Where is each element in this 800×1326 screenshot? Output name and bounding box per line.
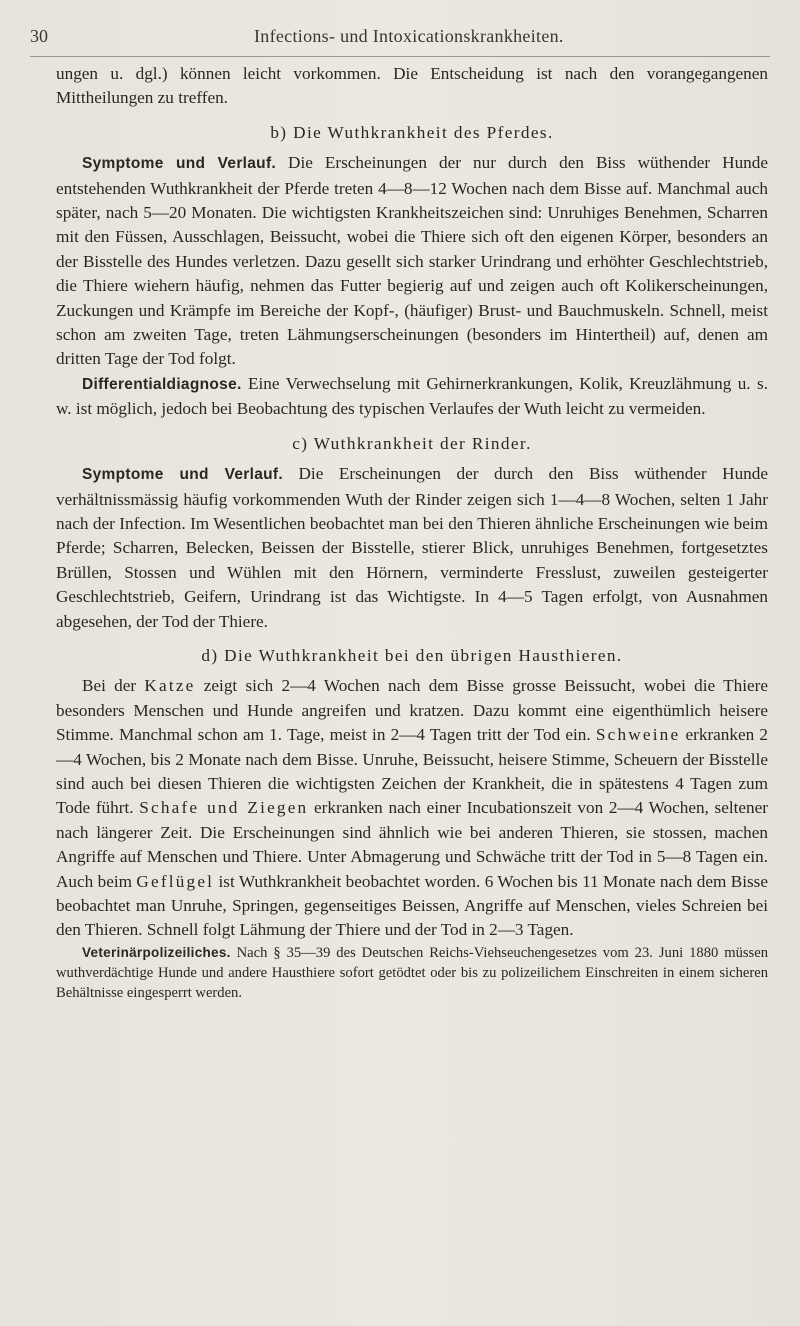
section-heading-hausthiere: d) Die Wuthkrankheit bei den übrigen Hausthieren.	[201, 645, 623, 665]
paragraph-text: erkranken 2—4 Wochen, bis 2 Monate nach dem Bisse. Unruhe, Beissucht, heisere Stimme, Scheuern der Bisstelle sind auch bei diesen Thieren die wichtigsten Zeichen der Krankheit, die in spätestens 4 Tagen zum Tode führt.	[56, 725, 769, 818]
paragraph-text: ist Wuthkrankheit beobachtet worden. 6 Wochen bis 11 Monate nach dem Bisse beobachtet man Unruhe, Springen, gegenseitiges Beissen, Angriffe auf Menschen, vieles Schreien bei den Thieren. Schnell folgt Lähmung der Thiere und der Tod in 2—3 Tagen.	[56, 871, 768, 940]
spaced-term-katze: Katze	[144, 676, 196, 696]
paragraph-pferd-symptome	[56, 151, 768, 372]
paragraph-text: erkranken nach einer Incubationszeit von 2—4 Wochen, seltener nach längerer Zeit. Die Erscheinungen sind ähnlich wie bei anderen Thieren, sie stossen, machen Angriffe auf Menschen und Thiere. Unter Abmagerung und Schwäche tritt der Tod in 5—8 Tagen ein. Auch beim	[56, 798, 768, 891]
paragraph-text: Nach § 35—39 des Deutschen Reichs-Viehseuchengesetzes vom 23. Juni 1880 müssen wuthverdächtige Hunde und andere Hausthiere sofort getödtet oder bis zu polizeilichem Einschreiten in einem sicheren Behältnisse eingesperrt werden.	[56, 944, 768, 1001]
paragraph-rinder-symptome	[56, 462, 768, 634]
spaced-term-schafe-ziegen: Schafe und Ziegen	[139, 798, 309, 818]
paragraph-text: Bei der	[82, 676, 145, 696]
paragraph-pferd-differentialdiagnose	[56, 372, 768, 422]
section-heading-rinder: c) Wuthkrankheit der Rinder.	[292, 433, 532, 453]
page-header	[30, 26, 770, 48]
paragraph-text: zeigt sich 2—4 Wochen nach dem Bisse grosse Beissucht, wobei die Thiere besonders Menschen und Hunde angreifen und kratzen. Dazu kommt eine eigenthümlich heisere Stimme. Manchmal schon am 1. Tage, meist in 2—4 Tagen tritt der Tod ein.	[56, 676, 768, 745]
spaced-term-gefluegel: Geflügel	[136, 871, 215, 891]
run-in-heading: Symptome und Verlauf.	[82, 466, 283, 484]
run-in-heading: Differentialdiagnose.	[82, 375, 242, 393]
body-text	[56, 62, 768, 1003]
paragraph-hausthiere	[56, 674, 768, 942]
page-number: 30	[30, 26, 48, 46]
running-title: Infections- und Intoxicationskrankheiten.	[254, 26, 564, 46]
section-heading-pferd: b) Die Wuthkrankheit des Pferdes.	[270, 122, 554, 142]
paragraph-text: Die Erscheinungen der nur durch den Biss wüthender Hunde entstehenden Wuthkrankheit der Pferde treten 4—8—12 Wochen nach dem Bisse auf. Manchmal auch später, nach 5—20 Monaten. Die wichtigsten Krankheitszeichen sind: Unruhiges Benehmen, Scharren mit den Füssen, Ausschlagen, Beissucht, wobei die Thiere sich oft den eigenen Körper, besonders an der Bisstelle des Hundes verletzen. Dazu gesellt sich starker Urindrang und erhöhter Geschlechtstrieb, die Thiere wiehern häufig, nehmen das Futter begierig auf und zeigen auch oft Kolikerscheinungen, Zuckungen und Krämpfe im Bereiche der Kopf-, (häufiger) Brust- und Bauchmuskeln. Schnell, meist schon am zweiten Tage, treten Lähmungserscheinungen (besonders im Hintertheil) auf, denen am dritten Tage der Tod folgt.	[56, 153, 768, 369]
header-rule	[30, 56, 770, 57]
paragraph-continuation: ungen u. dgl.) können leicht vorkommen. Die Entscheidung ist nach den vorangegangenen Mittheilungen zu treffen.	[56, 64, 768, 108]
paragraph-veterinaerpolizeiliches	[56, 943, 768, 1003]
run-in-heading: Veterinärpolizeiliches.	[82, 944, 231, 960]
run-in-heading: Symptome und Verlauf.	[82, 155, 277, 173]
paragraph-text: Die Erscheinungen der durch den Biss wüthender Hunde verhältnissmässig häufig vorkommenden Wuth der Rinder zeigen sich 1—4—8 Wochen, selten 1 Jahr nach der Infection. Im Wesentlichen beobachtet man bei den Thieren ähnliche Erscheinungen wie beim Pferde; Scharren, Belecken, Beissen der Bisstelle, stierer Blick, unruhiges Benehmen, fortgesetztes Brüllen, Stossen und Wühlen mit den Hörnern, verminderte Fresslust, zuweilen gesteigerter Geschlechtstrieb, Geifern, Urindrang ist das Wichtigste. In 4—5 Tagen erfolgt, von Ausnahmen abgesehen, der Tod der Thiere.	[56, 464, 768, 631]
paragraph-text: Eine Verwechselung mit Gehirnerkrankungen, Kolik, Kreuzlähmung u. s. w. ist möglich, jedoch bei Beobachtung des typischen Verlaufes der Wuth leicht zu vermeiden.	[56, 373, 768, 419]
spaced-term-schweine: Schweine	[595, 725, 681, 745]
